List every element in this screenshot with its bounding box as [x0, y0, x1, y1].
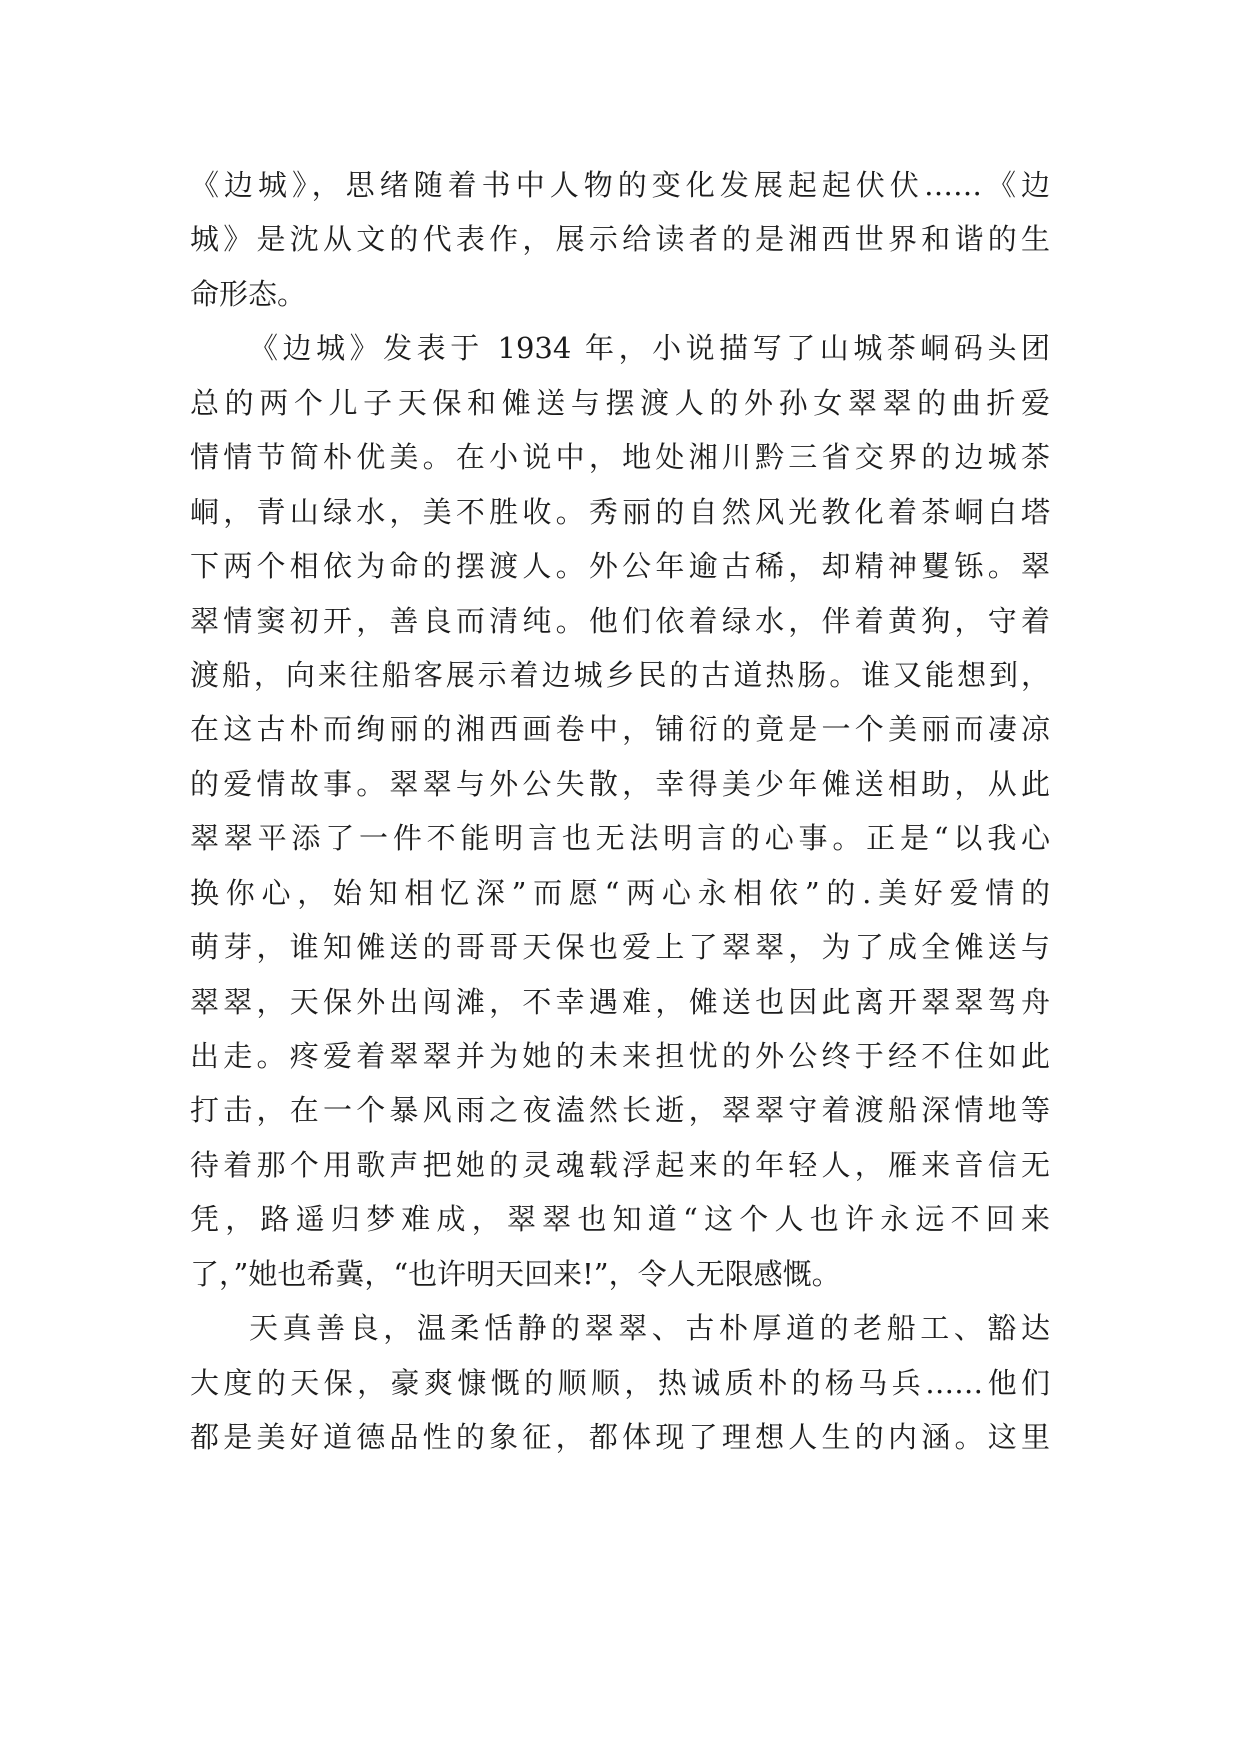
text-line: 峒，青山绿水，美不胜收。秀丽的自然风光教化着茶峒白塔 — [190, 494, 1050, 529]
text-line: 凭，路遥归梦难成，翠翠也知道“这个人也许永远不回来 — [190, 1202, 1050, 1237]
text-line: 下两个相依为命的摆渡人。外公年逾古稀，却精神矍铄。翠 — [190, 549, 1050, 584]
text-line: 大度的天保，豪爽慷慨的顺顺，热诚质朴的杨马兵……他们 — [190, 1365, 1050, 1400]
text-line: 出走。疼爱着翠翠并为她的未来担忧的外公终于经不住如此 — [190, 1039, 1050, 1073]
body-text — [190, 158, 1050, 1465]
text-line: 了，”她也希冀，“也许明天回来!”，令人无限感慨。 — [190, 1256, 841, 1291]
text-line: 总的两个儿子天保和傩送与摆渡人的外孙女翠翠的曲折爱 — [190, 385, 1050, 420]
text-line: 情情节简朴优美。在小说中，地处湘川黔三省交界的边城茶 — [190, 440, 1050, 475]
text-line: 待着那个用歌声把她的灵魂载浮起来的年轻人，雁来音信无 — [190, 1147, 1050, 1182]
text-line: 翠翠平添了一件不能明言也无法明言的心事。正是“以我心 — [190, 821, 1050, 856]
text-line: 《边城》，思绪随着书中人物的变化发展起起伏伏……《边 — [190, 168, 1050, 202]
text-line: 换你心，始知相忆深”而愿“两心永相依”的.美好爱情的 — [190, 875, 1050, 910]
text-line: 渡船，向来往船客展示着边城乡民的古道热肠。谁又能想到， — [190, 657, 1050, 692]
text-line: 翠翠，天保外出闯滩，不幸遇难，傩送也因此离开翠翠驾舟 — [190, 984, 1050, 1019]
text-line: 打击，在一个暴风雨之夜溘然长逝，翠翠守着渡船深情地等 — [190, 1093, 1050, 1128]
text-line: 都是美好道德品性的象征，都体现了理想人生的内涵。这里 — [190, 1420, 1050, 1455]
text-line: 萌芽，谁知傩送的哥哥天保也爱上了翠翠，为了成全傩送与 — [190, 930, 1050, 965]
text-line: 的爱情故事。翠翠与外公失散，幸得美少年傩送相助，从此 — [190, 766, 1050, 801]
text-line: 在这古朴而绚丽的湘西画卷中，铺衍的竟是一个美丽而凄凉 — [190, 712, 1050, 747]
paragraph-first-line: 天真善良，温柔恬静的翠翠、古朴厚道的老船工、豁达 — [249, 1311, 1050, 1346]
text-line: 命形态。 — [190, 276, 307, 311]
text-line: 城》是沈从文的代表作，展示给读者的是湘西世界和谐的生 — [190, 222, 1050, 257]
paragraph-first-line: 《边城》发表于 1934 年，小说描写了山城茶峒码头团 — [249, 331, 1050, 366]
text-line: 翠情窦初开，善良而清纯。他们依着绿水，伴着黄狗，守着 — [190, 603, 1050, 638]
